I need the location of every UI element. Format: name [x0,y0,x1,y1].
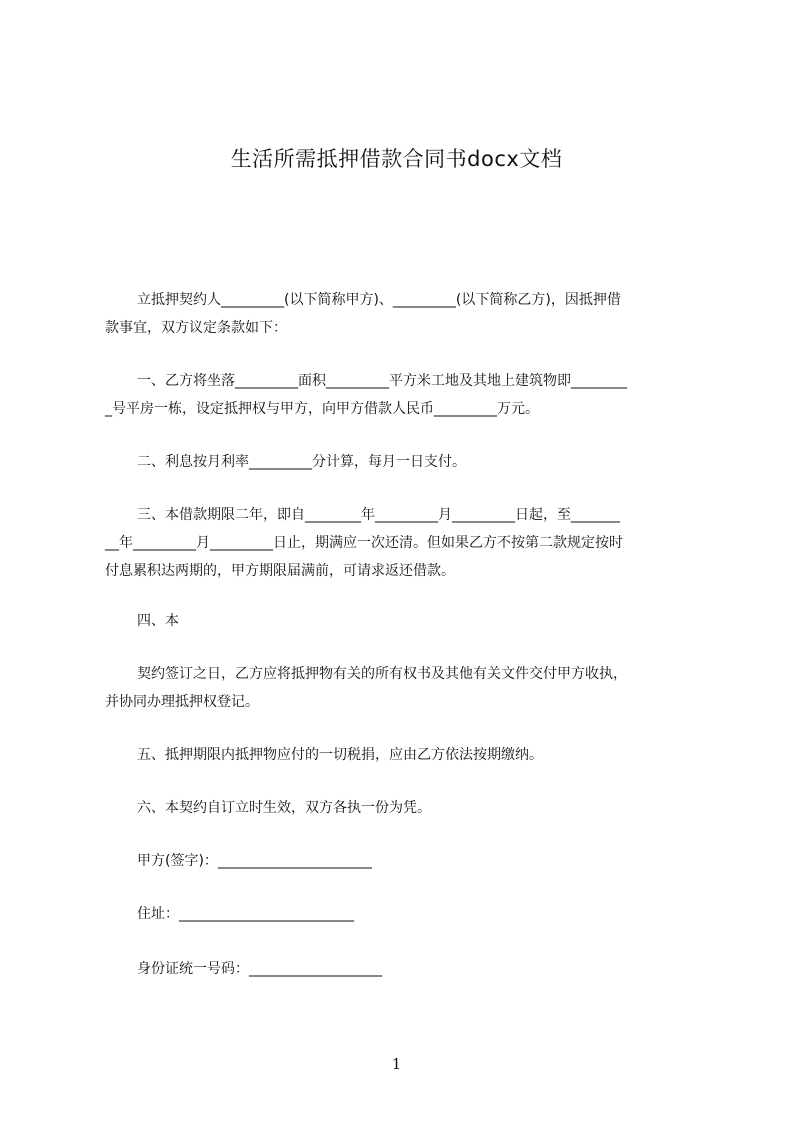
clause-4-body-line-2: 并协同办理抵押权登记。 [105,694,259,710]
signature-id-number: 身份证统一号码：___________________ [137,961,382,977]
clause-3-line-3: 付息累积达两期的，甲方期限届满前，可请求返还借款。 [105,563,455,579]
intro-line-1: 立抵押契约人_________(以下简称甲方)、_________(以下简称乙方)，因抵押借 [137,292,621,308]
intro-line-2: 款事宜，双方议定条款如下： [105,320,287,336]
clause-4-heading: 四、本 [137,613,179,629]
clause-3-line-1: 三、本借款期限二年，即自________年_________月_________日起，至_______ [137,507,620,523]
clause-6: 六、本契约自订立时生效，双方各执一份为凭。 [137,800,431,816]
clause-5: 五、抵押期限内抵押物应付的一切税捐，应由乙方依法按期缴纳。 [137,747,543,763]
clause-4-body-line-1: 契约签订之日，乙方应将抵押物有关的所有权书及其他有关文件交付甲方收执， [137,666,627,682]
clause-1-line-1: 一、乙方将坐落_________面积_________平方米工地及其地上建筑物即________ [137,373,627,389]
clause-1-line-2: _号平房一栋，设定抵押权与甲方，向甲方借款人民币_________万元。 [105,401,539,417]
clause-3-line-2: __年_________月_________日止，期满应一次还清。但如果乙方不按第二款规定按时 [105,535,623,551]
clause-2: 二、利息按月利率_________分计算，每月一日支付。 [137,454,466,470]
signature-party-a: 甲方(签字)：______________________ [137,853,372,869]
signature-address: 住址：_________________________ [137,906,354,922]
page-number: 1 [391,1055,402,1073]
document-title: 生活所需抵押借款合同书docx文档 [230,147,563,171]
